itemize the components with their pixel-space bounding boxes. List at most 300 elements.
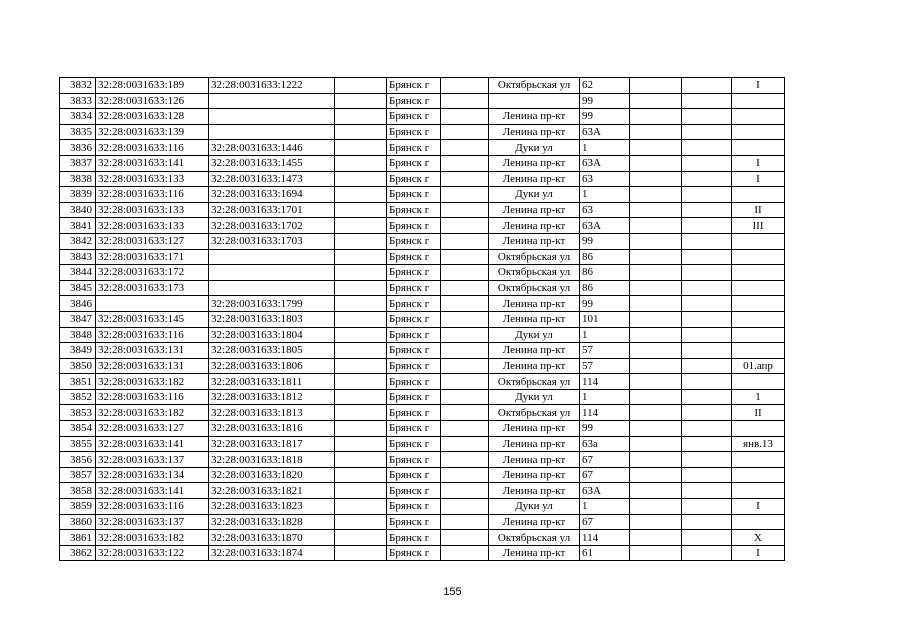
house-number-cell: 86 (580, 265, 630, 281)
house-number-cell: 99 (580, 93, 630, 109)
table-row (60, 452, 785, 468)
building-cadastral-number-cell: 32:28:0031633:1828 (209, 514, 335, 530)
building-cadastral-number-cell: 32:28:0031633:1820 (209, 467, 335, 483)
city-cell: Брянск г (387, 265, 441, 281)
building-cadastral-number-cell: 32:28:0031633:1806 (209, 358, 335, 374)
table-row (60, 265, 785, 281)
row-number-cell: 3855 (60, 436, 96, 452)
blank-col-cell (335, 296, 387, 312)
row-number-cell: 3856 (60, 452, 96, 468)
blank-col-4-cell (682, 280, 732, 296)
table-row (60, 530, 785, 546)
blank-col-4-cell (682, 124, 732, 140)
cadastral-number-cell (96, 296, 209, 312)
blank-col-3-cell (630, 202, 682, 218)
extra-info-cell (732, 514, 785, 530)
cadastral-number-cell: 32:28:0031633:127 (96, 233, 209, 249)
blank-col-4-cell (682, 405, 732, 421)
extra-info-cell (732, 233, 785, 249)
blank-col-cell (335, 483, 387, 499)
blank-col-4-cell (682, 467, 732, 483)
table-row (60, 296, 785, 312)
cadastral-number-cell: 32:28:0031633:182 (96, 530, 209, 546)
table-row (60, 233, 785, 249)
table-row (60, 421, 785, 437)
blank-col-cell (335, 530, 387, 546)
table-row (60, 140, 785, 156)
blank-col-cell (335, 202, 387, 218)
extra-info-cell (732, 140, 785, 156)
blank-col-cell (335, 499, 387, 515)
row-number-cell: 3852 (60, 389, 96, 405)
blank-col-4-cell (682, 171, 732, 187)
table-row (60, 187, 785, 203)
blank-col-2-cell (441, 405, 489, 421)
street-cell: Ленина пр-кт (489, 436, 580, 452)
building-cadastral-number-cell: 32:28:0031633:1817 (209, 436, 335, 452)
extra-info-cell (732, 265, 785, 281)
blank-col-3-cell (630, 93, 682, 109)
blank-col-3-cell (630, 514, 682, 530)
street-cell: Дуки ул (489, 140, 580, 156)
cadastral-number-cell: 32:28:0031633:141 (96, 436, 209, 452)
cadastral-number-cell: 32:28:0031633:145 (96, 311, 209, 327)
extra-info-cell: 01.апр (732, 358, 785, 374)
extra-info-cell (732, 109, 785, 125)
house-number-cell: 1 (580, 327, 630, 343)
street-cell: Октябрьская ул (489, 265, 580, 281)
cadastral-number-cell: 32:28:0031633:137 (96, 514, 209, 530)
street-cell: Дуки ул (489, 499, 580, 515)
blank-col-cell (335, 109, 387, 125)
blank-col-2-cell (441, 171, 489, 187)
street-cell: Ленина пр-кт (489, 545, 580, 561)
blank-col-3-cell (630, 545, 682, 561)
extra-info-cell (732, 467, 785, 483)
blank-col-3-cell (630, 140, 682, 156)
street-cell: Дуки ул (489, 327, 580, 343)
house-number-cell: 63А (580, 155, 630, 171)
table-row (60, 483, 785, 499)
row-number-cell: 3858 (60, 483, 96, 499)
table-row (60, 171, 785, 187)
street-cell: Дуки ул (489, 187, 580, 203)
blank-col-2-cell (441, 280, 489, 296)
house-number-cell: 101 (580, 311, 630, 327)
extra-info-cell (732, 124, 785, 140)
row-number-cell: 3851 (60, 374, 96, 390)
blank-col-2-cell (441, 93, 489, 109)
blank-col-3-cell (630, 218, 682, 234)
city-cell: Брянск г (387, 233, 441, 249)
extra-info-cell (732, 280, 785, 296)
extra-info-cell (732, 93, 785, 109)
blank-col-cell (335, 436, 387, 452)
blank-col-2-cell (441, 140, 489, 156)
street-cell: Дуки ул (489, 389, 580, 405)
building-cadastral-number-cell: 32:28:0031633:1473 (209, 171, 335, 187)
blank-col-cell (335, 280, 387, 296)
blank-col-3-cell (630, 187, 682, 203)
row-number-cell: 3838 (60, 171, 96, 187)
blank-col-3-cell (630, 499, 682, 515)
row-number-cell: 3850 (60, 358, 96, 374)
building-cadastral-number-cell: 32:28:0031633:1805 (209, 343, 335, 359)
blank-col-3-cell (630, 265, 682, 281)
blank-col-4-cell (682, 78, 732, 94)
extra-info-cell: X (732, 530, 785, 546)
blank-col-4-cell (682, 311, 732, 327)
table-row (60, 374, 785, 390)
house-number-cell: 86 (580, 280, 630, 296)
blank-col-4-cell (682, 202, 732, 218)
extra-info-cell (732, 327, 785, 343)
row-number-cell: 3854 (60, 421, 96, 437)
extra-info-cell: 1 (732, 389, 785, 405)
city-cell: Брянск г (387, 109, 441, 125)
table-row (60, 436, 785, 452)
city-cell: Брянск г (387, 499, 441, 515)
building-cadastral-number-cell: 32:28:0031633:1821 (209, 483, 335, 499)
house-number-cell: 99 (580, 296, 630, 312)
cadastral-number-cell: 32:28:0031633:127 (96, 421, 209, 437)
row-number-cell: 3862 (60, 545, 96, 561)
building-cadastral-number-cell: 32:28:0031633:1816 (209, 421, 335, 437)
blank-col-4-cell (682, 233, 732, 249)
blank-col-4-cell (682, 436, 732, 452)
house-number-cell: 67 (580, 452, 630, 468)
row-number-cell: 3846 (60, 296, 96, 312)
blank-col-2-cell (441, 374, 489, 390)
blank-col-2-cell (441, 514, 489, 530)
extra-info-cell (732, 311, 785, 327)
row-number-cell: 3859 (60, 499, 96, 515)
blank-col-2-cell (441, 436, 489, 452)
city-cell: Брянск г (387, 78, 441, 94)
row-number-cell: 3847 (60, 311, 96, 327)
blank-col-4-cell (682, 389, 732, 405)
blank-col-4-cell (682, 514, 732, 530)
street-cell: Ленина пр-кт (489, 421, 580, 437)
street-cell: Октябрьская ул (489, 405, 580, 421)
table-row (60, 218, 785, 234)
cadastral-number-cell: 32:28:0031633:173 (96, 280, 209, 296)
row-number-cell: 3832 (60, 78, 96, 94)
blank-col-2-cell (441, 358, 489, 374)
row-number-cell: 3833 (60, 93, 96, 109)
building-cadastral-number-cell: 32:28:0031633:1703 (209, 233, 335, 249)
blank-col-4-cell (682, 140, 732, 156)
blank-col-3-cell (630, 358, 682, 374)
cadastral-number-cell: 32:28:0031633:126 (96, 93, 209, 109)
blank-col-2-cell (441, 218, 489, 234)
blank-col-cell (335, 514, 387, 530)
blank-col-2-cell (441, 421, 489, 437)
blank-col-cell (335, 545, 387, 561)
extra-info-cell: II (732, 202, 785, 218)
house-number-cell: 99 (580, 109, 630, 125)
blank-col-cell (335, 249, 387, 265)
blank-col-cell (335, 374, 387, 390)
cadastral-number-cell: 32:28:0031633:128 (96, 109, 209, 125)
building-cadastral-number-cell: 32:28:0031633:1702 (209, 218, 335, 234)
property-register-table (59, 77, 785, 561)
table-row (60, 109, 785, 125)
street-cell: Октябрьская ул (489, 530, 580, 546)
cadastral-number-cell: 32:28:0031633:171 (96, 249, 209, 265)
blank-col-3-cell (630, 233, 682, 249)
city-cell: Брянск г (387, 140, 441, 156)
table-row (60, 514, 785, 530)
house-number-cell: 57 (580, 358, 630, 374)
extra-info-cell: III (732, 218, 785, 234)
table-row (60, 499, 785, 515)
cadastral-number-cell: 32:28:0031633:141 (96, 483, 209, 499)
blank-col-3-cell (630, 530, 682, 546)
blank-col-cell (335, 265, 387, 281)
house-number-cell: 114 (580, 530, 630, 546)
city-cell: Брянск г (387, 452, 441, 468)
blank-col-3-cell (630, 436, 682, 452)
house-number-cell: 61 (580, 545, 630, 561)
row-number-cell: 3839 (60, 187, 96, 203)
cadastral-number-cell: 32:28:0031633:133 (96, 218, 209, 234)
blank-col-cell (335, 358, 387, 374)
street-cell: Октябрьская ул (489, 249, 580, 265)
blank-col-cell (335, 93, 387, 109)
extra-info-cell (732, 483, 785, 499)
blank-col-cell (335, 421, 387, 437)
street-cell: Ленина пр-кт (489, 218, 580, 234)
street-cell: Ленина пр-кт (489, 483, 580, 499)
house-number-cell: 86 (580, 249, 630, 265)
table-row (60, 389, 785, 405)
building-cadastral-number-cell: 32:28:0031633:1701 (209, 202, 335, 218)
blank-col-3-cell (630, 483, 682, 499)
blank-col-cell (335, 327, 387, 343)
blank-col-4-cell (682, 358, 732, 374)
blank-col-3-cell (630, 155, 682, 171)
city-cell: Брянск г (387, 530, 441, 546)
street-cell: Ленина пр-кт (489, 358, 580, 374)
city-cell: Брянск г (387, 343, 441, 359)
row-number-cell: 3835 (60, 124, 96, 140)
table-row (60, 405, 785, 421)
cadastral-number-cell: 32:28:0031633:139 (96, 124, 209, 140)
blank-col-2-cell (441, 109, 489, 125)
row-number-cell: 3836 (60, 140, 96, 156)
blank-col-4-cell (682, 93, 732, 109)
extra-info-cell: I (732, 545, 785, 561)
street-cell: Октябрьская ул (489, 374, 580, 390)
city-cell: Брянск г (387, 249, 441, 265)
table-row (60, 202, 785, 218)
street-cell: Октябрьская ул (489, 280, 580, 296)
house-number-cell: 67 (580, 514, 630, 530)
house-number-cell: 1 (580, 389, 630, 405)
blank-col-4-cell (682, 374, 732, 390)
street-cell: Ленина пр-кт (489, 109, 580, 125)
extra-info-cell: II (732, 405, 785, 421)
city-cell: Брянск г (387, 514, 441, 530)
blank-col-2-cell (441, 124, 489, 140)
blank-col-cell (335, 78, 387, 94)
row-number-cell: 3844 (60, 265, 96, 281)
city-cell: Брянск г (387, 467, 441, 483)
row-number-cell: 3857 (60, 467, 96, 483)
blank-col-cell (335, 155, 387, 171)
building-cadastral-number-cell: 32:28:0031633:1222 (209, 78, 335, 94)
street-cell: Ленина пр-кт (489, 233, 580, 249)
cadastral-number-cell: 32:28:0031633:116 (96, 187, 209, 203)
city-cell: Брянск г (387, 280, 441, 296)
blank-col-cell (335, 311, 387, 327)
cadastral-number-cell: 32:28:0031633:116 (96, 140, 209, 156)
blank-col-cell (335, 343, 387, 359)
blank-col-4-cell (682, 452, 732, 468)
street-cell: Ленина пр-кт (489, 124, 580, 140)
city-cell: Брянск г (387, 218, 441, 234)
city-cell: Брянск г (387, 374, 441, 390)
cadastral-number-cell: 32:28:0031633:182 (96, 405, 209, 421)
street-cell: Ленина пр-кт (489, 202, 580, 218)
cadastral-number-cell: 32:28:0031633:116 (96, 389, 209, 405)
blank-col-2-cell (441, 233, 489, 249)
city-cell: Брянск г (387, 93, 441, 109)
extra-info-cell (732, 249, 785, 265)
street-cell (489, 93, 580, 109)
blank-col-3-cell (630, 296, 682, 312)
table-row (60, 124, 785, 140)
city-cell: Брянск г (387, 296, 441, 312)
blank-col-4-cell (682, 421, 732, 437)
table-row (60, 545, 785, 561)
blank-col-3-cell (630, 109, 682, 125)
cadastral-number-cell: 32:28:0031633:131 (96, 358, 209, 374)
cadastral-number-cell: 32:28:0031633:122 (96, 545, 209, 561)
cadastral-number-cell: 32:28:0031633:137 (96, 452, 209, 468)
cadastral-number-cell: 32:28:0031633:141 (96, 155, 209, 171)
blank-col-4-cell (682, 327, 732, 343)
blank-col-2-cell (441, 155, 489, 171)
blank-col-2-cell (441, 327, 489, 343)
blank-col-2-cell (441, 499, 489, 515)
blank-col-2-cell (441, 467, 489, 483)
blank-col-cell (335, 452, 387, 468)
blank-col-3-cell (630, 343, 682, 359)
house-number-cell: 1 (580, 499, 630, 515)
blank-col-cell (335, 187, 387, 203)
blank-col-2-cell (441, 343, 489, 359)
blank-col-4-cell (682, 499, 732, 515)
city-cell: Брянск г (387, 187, 441, 203)
city-cell: Брянск г (387, 124, 441, 140)
row-number-cell: 3837 (60, 155, 96, 171)
street-cell: Ленина пр-кт (489, 155, 580, 171)
blank-col-cell (335, 140, 387, 156)
blank-col-2-cell (441, 202, 489, 218)
blank-col-cell (335, 405, 387, 421)
house-number-cell: 63А (580, 218, 630, 234)
blank-col-4-cell (682, 249, 732, 265)
blank-col-3-cell (630, 171, 682, 187)
blank-col-4-cell (682, 483, 732, 499)
street-cell: Ленина пр-кт (489, 514, 580, 530)
house-number-cell: 63 (580, 202, 630, 218)
city-cell: Брянск г (387, 155, 441, 171)
row-number-cell: 3849 (60, 343, 96, 359)
building-cadastral-number-cell: 32:28:0031633:1446 (209, 140, 335, 156)
extra-info-cell: I (732, 499, 785, 515)
row-number-cell: 3840 (60, 202, 96, 218)
row-number-cell: 3861 (60, 530, 96, 546)
building-cadastral-number-cell: 32:28:0031633:1803 (209, 311, 335, 327)
blank-col-2-cell (441, 296, 489, 312)
city-cell: Брянск г (387, 483, 441, 499)
row-number-cell: 3845 (60, 280, 96, 296)
building-cadastral-number-cell (209, 109, 335, 125)
blank-col-3-cell (630, 389, 682, 405)
blank-col-4-cell (682, 155, 732, 171)
building-cadastral-number-cell: 32:28:0031633:1870 (209, 530, 335, 546)
blank-col-3-cell (630, 327, 682, 343)
row-number-cell: 3853 (60, 405, 96, 421)
blank-col-2-cell (441, 78, 489, 94)
row-number-cell: 3841 (60, 218, 96, 234)
city-cell: Брянск г (387, 358, 441, 374)
city-cell: Брянск г (387, 171, 441, 187)
building-cadastral-number-cell (209, 280, 335, 296)
table-row (60, 343, 785, 359)
building-cadastral-number-cell (209, 93, 335, 109)
blank-col-4-cell (682, 218, 732, 234)
house-number-cell: 1 (580, 187, 630, 203)
blank-col-4-cell (682, 187, 732, 203)
extra-info-cell: I (732, 78, 785, 94)
house-number-cell: 67 (580, 467, 630, 483)
cadastral-number-cell: 32:28:0031633:116 (96, 499, 209, 515)
building-cadastral-number-cell: 32:28:0031633:1455 (209, 155, 335, 171)
blank-col-cell (335, 171, 387, 187)
blank-col-2-cell (441, 249, 489, 265)
street-cell: Ленина пр-кт (489, 171, 580, 187)
cadastral-number-cell: 32:28:0031633:133 (96, 202, 209, 218)
blank-col-3-cell (630, 405, 682, 421)
blank-col-2-cell (441, 265, 489, 281)
table-row (60, 311, 785, 327)
table-row (60, 249, 785, 265)
row-number-cell: 3848 (60, 327, 96, 343)
house-number-cell: 99 (580, 233, 630, 249)
table-row (60, 280, 785, 296)
street-cell: Ленина пр-кт (489, 296, 580, 312)
building-cadastral-number-cell (209, 124, 335, 140)
street-cell: Ленина пр-кт (489, 311, 580, 327)
house-number-cell: 63А (580, 124, 630, 140)
building-cadastral-number-cell: 32:28:0031633:1813 (209, 405, 335, 421)
blank-col-2-cell (441, 483, 489, 499)
house-number-cell: 62 (580, 78, 630, 94)
cadastral-number-cell: 32:28:0031633:182 (96, 374, 209, 390)
blank-col-2-cell (441, 452, 489, 468)
extra-info-cell (732, 187, 785, 203)
blank-col-2-cell (441, 187, 489, 203)
blank-col-3-cell (630, 280, 682, 296)
cadastral-number-cell: 32:28:0031633:116 (96, 327, 209, 343)
building-cadastral-number-cell: 32:28:0031633:1823 (209, 499, 335, 515)
row-number-cell: 3842 (60, 233, 96, 249)
table-body (60, 78, 785, 561)
